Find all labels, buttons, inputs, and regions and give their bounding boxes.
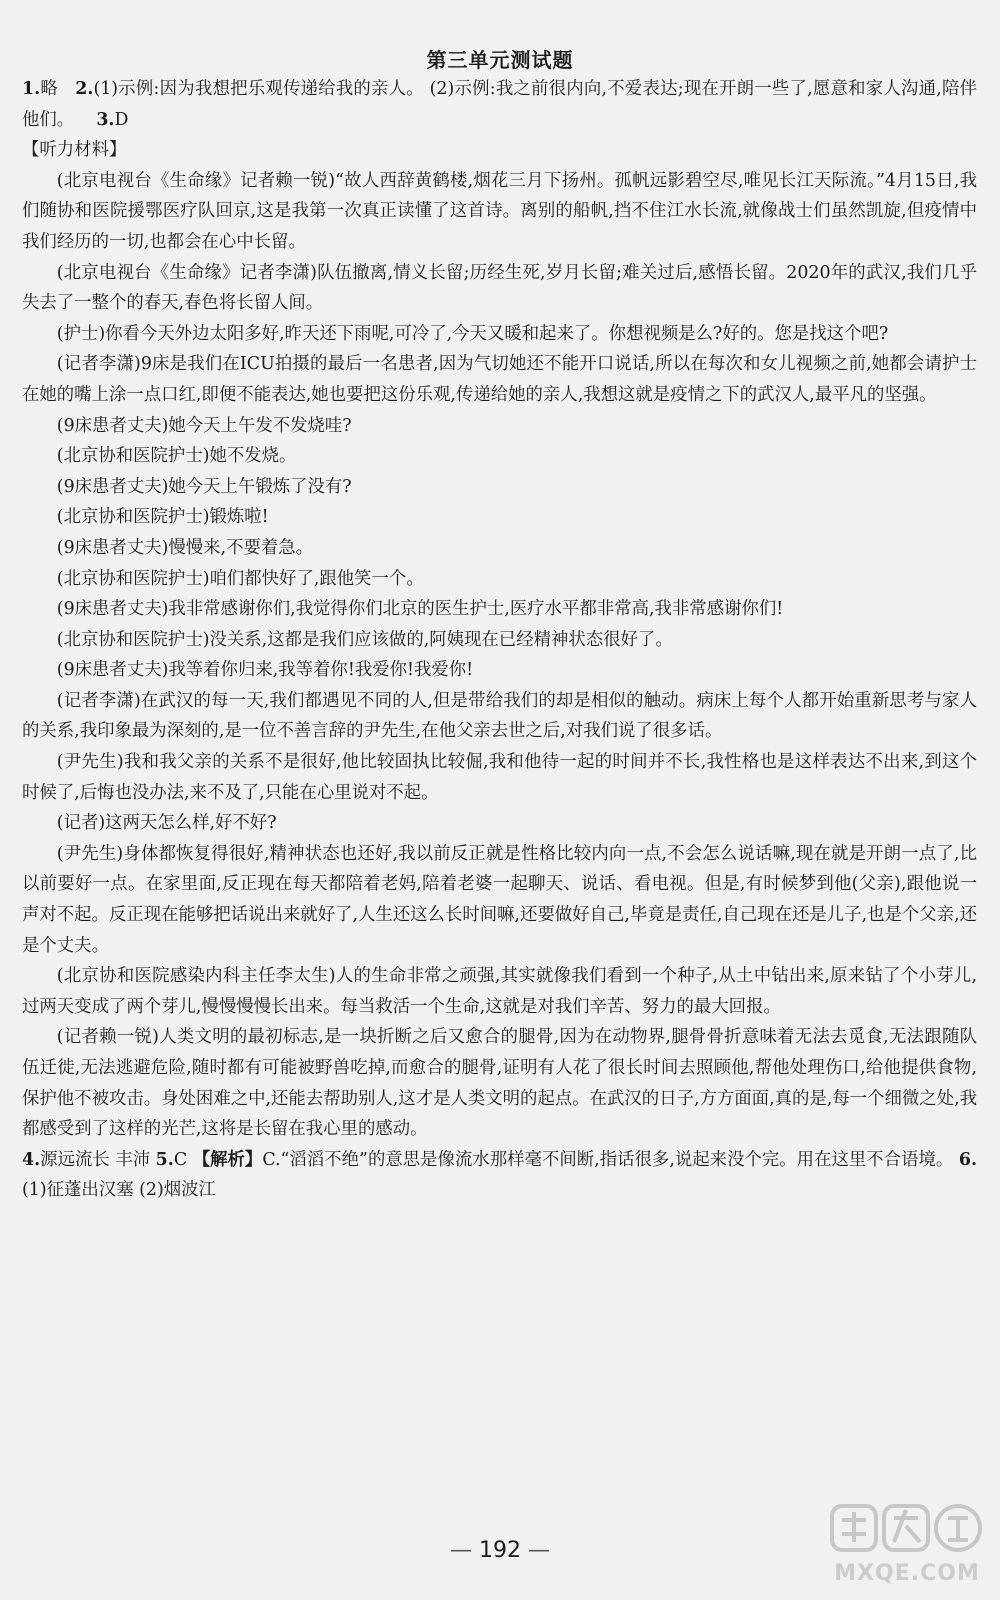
page-number-value: 192 xyxy=(479,1538,521,1563)
listening-paragraph: (记者李潇)9床是我们在ICU拍摄的最后一名患者,因为气切她还不能开口说话,所以在每次和女儿视频之前,她都会请护士在她的嘴上涂一点口红,即便不能表达,她也要把这份乐观,传递给她的亲人,我想这就是疫情之下的武汉人,最平凡的坚强。 xyxy=(22,354,977,405)
listening-paragraph: (北京电视台《生命缘》记者赖一锐)“故人西辞黄鹤楼,烟花三月下扬州。孤帆远影碧空尽,唯见长江天际流。”4月15日,我们随协和医院援鄂医疗队回京,这是我第一次真正读懂了这首诗。离别的船帆,挡不住江水长流,就像战士们虽然凯旋,但疫情中我们经历的一切,也都会在心中长留。 xyxy=(22,170,977,252)
listening-paragraph: (北京协和医院护士)她不发烧。 xyxy=(56,446,297,467)
listening-paragraph: (护士)你看今天外边太阳多好,昨天还下雨呢,可冷了,今天又暖和起来了。你想视频是么?好的。您是找这个吧? xyxy=(56,323,889,344)
listening-paragraph: (北京协和医院护士)没关系,这都是我们应该做的,阿姨现在已经精神状态很好了。 xyxy=(56,629,673,650)
q6-answer: (1)征蓬出汉塞 (2)烟波江 xyxy=(22,1180,216,1201)
q4-number: 4. xyxy=(22,1149,41,1170)
q2-answer: (1)示例:因为我想把乐观传递给我的亲人。 (2)示例:我之前很内向,不爱表达;现在开朗一些了,愿意和家人沟通,陪伴他们。 xyxy=(22,79,977,130)
q5-number: 5. xyxy=(155,1149,174,1170)
q2-number: 2. xyxy=(75,79,94,99)
listening-paragraph: (尹先生)我和我父亲的关系不是很好,他比较固执比较倔,我和他待一起的时间并不长,我性格也是这样表达不出来,到这个时候了,后悔也没办法,来不及了,只能在心里说对不起。 xyxy=(22,752,977,803)
listening-material xyxy=(22,166,977,1145)
page-number-dash-right: — xyxy=(521,1538,550,1563)
q5-answer: C xyxy=(173,1149,193,1170)
answer-block-bottom xyxy=(22,1145,977,1206)
q3-answer: D xyxy=(114,109,129,130)
listening-paragraph: (9床患者丈夫)她今天上午发不发烧哇? xyxy=(56,415,352,436)
listening-paragraph: (记者赖一锐)人类文明的最初标志,是一块折断之后又愈合的腿骨,因为在动物界,腿骨骨折意味着无法去觅食,无法跟随队伍迁徙,无法逃避危险,随时都有可能被野兽吃掉,而愈合的腿骨,证明有人花了很长时间去照顾他,帮他处理伤口,给他提供食物,保护他不被攻击。身处困难之中,还能去帮助别人,这才是人类文明的起点。在武汉的日子,方方面面,真的是,每一个细微之处,我都感受到了这样的光芒,这将是长留在我心里的感动。 xyxy=(22,1027,977,1140)
answer-content xyxy=(22,74,977,1206)
listening-paragraph: (9床患者丈夫)我等着你归来,我等着你!我爱你!我爱你! xyxy=(56,660,474,681)
listening-paragraph: (9床患者丈夫)我非常感谢你们,我觉得你们北京的医生护士,医疗水平都非常高,我非常感谢你们! xyxy=(56,599,784,620)
q5-analysis: C.“滔滔不绝”的意思是像流水那样毫不间断,指话很多,说起来没个完。用在这里不合语境。 xyxy=(262,1149,959,1170)
watermark-text: MXQE.COM xyxy=(834,1561,980,1586)
listening-paragraph: (北京协和医院护士)锻炼啦! xyxy=(56,507,269,528)
page-number-dash-left: — xyxy=(450,1538,479,1563)
listening-paragraph: (记者)这两天怎么样,好不好? xyxy=(56,813,277,834)
listening-paragraph: (北京电视台《生命缘》记者李潇)队伍撤离,情义长留;历经生死,岁月长留;难关过后,感悟长留。2020年的武汉,我们几乎失去了一整个的春天,春色将长留人间。 xyxy=(22,262,977,314)
listening-paragraph: (尹先生)身体都恢复得很好,精神状态也还好,我以前反正就是性格比较内向一点,不会怎么说话嘛,现在就是开朗一点了,比以前要好一点。在家里面,反正现在每天都陪着老妈,陪着老婆一起聊天、说话、看电视。但是,有时候梦到他(父亲),跟他说一声对不起。反正现在能够把话说出来就好了,人生还这么长时间嘛,还要做好自己,毕竟是责任,自己现在还是儿子,也是个父亲,还是个丈夫。 xyxy=(22,843,977,956)
watermark-logo-icon xyxy=(828,1500,986,1560)
section-heading: 【听力材料】 xyxy=(22,140,127,161)
answer-block-top xyxy=(22,74,977,135)
watermark-logo xyxy=(828,1500,986,1586)
q1-number: 1. xyxy=(22,79,41,99)
q3-number: 3. xyxy=(96,109,115,130)
listening-paragraph: (9床患者丈夫)慢慢来,不要着急。 xyxy=(56,537,314,558)
listening-paragraph: (北京协和医院护士)咱们都快好了,跟他笑一个。 xyxy=(56,568,424,589)
q1-answer: 略 xyxy=(40,79,59,99)
q4-answer: 源远流长 丰沛 xyxy=(40,1149,156,1170)
q5-analysis-tag: 【解析】 xyxy=(192,1149,263,1170)
listening-paragraph: (北京协和医院感染内科主任李太生)人的生命非常之顽强,其实就像我们看到一个种子,从土中钻出来,原来钻了个小芽儿,过两天变成了两个芽儿,慢慢慢慢长出来。每当救活一个生命,这就是对我们辛苦、努力的最大回报。 xyxy=(22,966,977,1017)
q6-number: 6. xyxy=(958,1149,977,1170)
page-title: 第三单元测试题 xyxy=(426,48,574,72)
listening-paragraph: (9床患者丈夫)她今天上午锻炼了没有? xyxy=(56,476,352,497)
listening-paragraph: (记者李潇)在武汉的每一天,我们都遇见不同的人,但是带给我们的却是相似的触动。病床上每个人都开始重新思考与家人的关系,我印象最为深刻的,是一位不善言辞的尹先生,在他父亲去世之后,对我们说了很多话。 xyxy=(22,690,977,742)
